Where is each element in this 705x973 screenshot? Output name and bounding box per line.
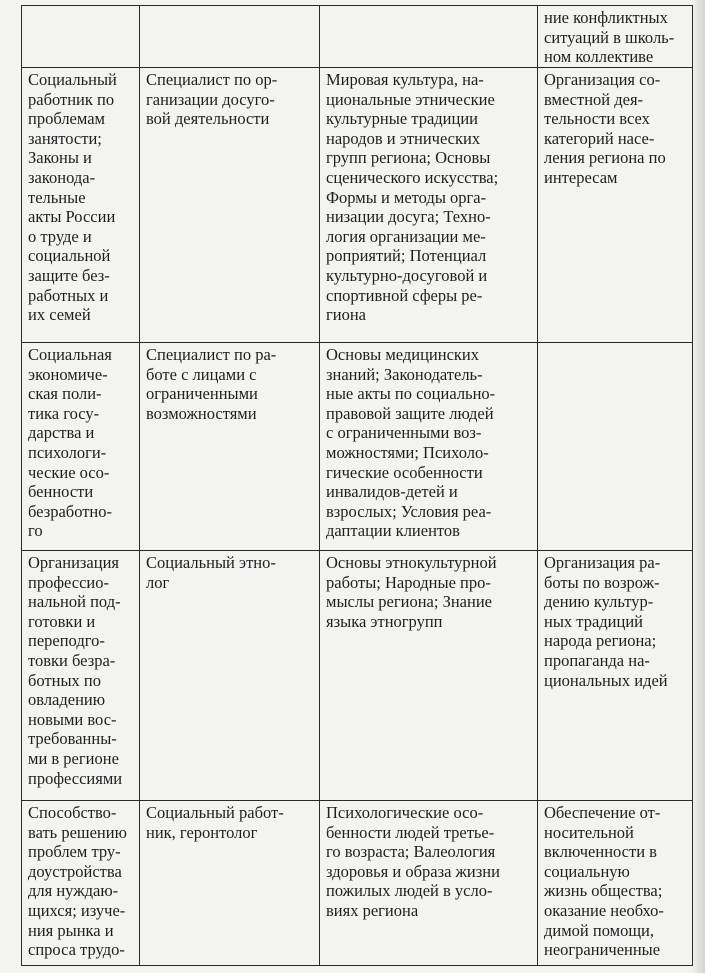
cell-text-line: экономиче-: [28, 364, 108, 384]
cell-text-line: виях региона: [326, 900, 419, 920]
table-row: [22, 551, 693, 801]
cell-text-line: го возраста; Валеология: [326, 842, 496, 862]
cell-text-line: Специалист по ра-: [146, 345, 277, 364]
cell-text-line: их семей: [28, 305, 91, 325]
cell-text-line: психологи-: [28, 442, 107, 462]
table-cell: [320, 343, 538, 551]
cell-text-line: циональные этнические: [326, 89, 495, 109]
cell-text-line: ская поли-: [28, 384, 102, 404]
cell-text-line: безработно-: [28, 501, 113, 521]
cell-text-line: ных традиций: [544, 611, 643, 631]
cell-text-line: ные акты по социально-: [326, 384, 496, 404]
table-cell: [22, 343, 140, 551]
cell-text-line: неограниченные: [544, 940, 661, 960]
table-cell: [538, 68, 693, 343]
table-cell: [22, 6, 140, 68]
cell-text-line: овладению: [28, 690, 106, 710]
cell-text-line: бенности: [28, 482, 94, 502]
cell-text-line: народов и этнических: [326, 128, 481, 148]
table-row: [22, 343, 693, 551]
cell-text-line: спортивной сферы ре-: [326, 285, 483, 305]
cell-text-line: с ограниченными воз-: [326, 423, 482, 443]
cell-text-line: языка этногрупп: [326, 611, 443, 631]
cell-text-line: товки безра-: [28, 650, 116, 670]
cell-text-line: Основы этнокультурной: [326, 553, 497, 572]
table-cell: [320, 551, 538, 801]
cell-text-line: новыми вос-: [28, 709, 117, 729]
cell-text-line: проблемам: [28, 109, 105, 129]
cell-text-line: народа региона;: [544, 631, 657, 651]
cell-text-line: Обеспечение от-: [544, 803, 661, 822]
cell-text-line: Основы медицинских: [326, 345, 480, 364]
cell-text-line: доустройства: [28, 861, 122, 881]
cell-text-line: ния рынка и: [28, 920, 114, 940]
cell-text-line: сценического искусства;: [326, 167, 499, 187]
cell-text-line: Социальная: [28, 345, 112, 364]
table-cell: [538, 6, 693, 68]
cell-text-line: вместной дея-: [544, 89, 644, 109]
cell-text-line: вой деятельности: [146, 109, 270, 129]
cell-text-line: го: [28, 521, 43, 541]
cell-text-line: Формы и методы орга-: [326, 187, 487, 207]
cell-text-line: низации досуга; Техно-: [326, 207, 491, 227]
curriculum-table: [21, 5, 693, 966]
cell-text-line: Специалист по ор-: [146, 70, 278, 89]
cell-text-line: Законы и: [28, 148, 92, 168]
cell-text-line: ления региона по: [544, 148, 666, 168]
cell-text-line: культурно-досуговой и: [326, 265, 488, 285]
table-cell: [538, 343, 693, 551]
cell-text-line: тельные: [28, 187, 86, 207]
cell-text-line: дению культур-: [544, 592, 654, 612]
page-edge-shadow: [691, 0, 705, 973]
cell-text-line: пожилых людей в усло-: [326, 881, 493, 901]
cell-text-line: Социальный работ-: [146, 803, 284, 822]
cell-text-line: ситуаций в школь-: [544, 27, 675, 47]
cell-text-line: взрослых; Условия реа-: [326, 501, 492, 521]
cell-text-line: Организация: [28, 553, 120, 572]
cell-text-line: переподго-: [28, 631, 105, 651]
cell-text-line: Организация со-: [544, 70, 661, 89]
cell-text-line: можностями; Психоло-: [326, 442, 489, 462]
table-cell: [320, 801, 538, 966]
cell-text-line: Психологические осо-: [326, 803, 484, 822]
cell-text-line: знаний; Законодатель-: [326, 364, 483, 384]
cell-text-line: ние конфликтных: [544, 8, 668, 27]
cell-text-line: работных и: [28, 285, 109, 305]
cell-text-line: социальную: [544, 861, 630, 881]
cell-text-line: димой помощи,: [544, 920, 654, 940]
cell-text-line: боте с лицами с: [146, 364, 257, 384]
cell-text-line: логия организации ме-: [326, 226, 486, 246]
cell-text-line: нальной под-: [28, 592, 121, 612]
table-cell: [538, 801, 693, 966]
table-cell: [140, 801, 320, 966]
cell-text-line: ник, геронтолог: [146, 822, 258, 842]
cell-text-line: Способство-: [28, 803, 117, 822]
cell-text-line: ботных по: [28, 670, 102, 690]
cell-text-line: культурные традиции: [326, 109, 478, 129]
cell-text-line: интересам: [544, 167, 618, 187]
cell-text-line: правовой защите людей: [326, 403, 494, 423]
table-cell: [22, 801, 140, 966]
cell-text-line: спроса трудо-: [28, 940, 125, 960]
table-cell: [320, 6, 538, 68]
cell-text-line: пропаганда на-: [544, 650, 650, 670]
cell-text-line: ном коллективе: [544, 47, 654, 67]
cell-text-line: работы; Народные про-: [326, 572, 491, 592]
table-cell: [22, 68, 140, 343]
cell-text-line: категорий насе-: [544, 128, 655, 148]
cell-text-line: включенности в: [544, 842, 657, 862]
cell-text-line: гиона: [326, 305, 367, 325]
cell-text-line: роприятий; Потенциал: [326, 246, 487, 266]
table-cell: [538, 551, 693, 801]
cell-text-line: бенности людей третье-: [326, 822, 495, 842]
cell-text-line: акты России: [28, 207, 116, 227]
cell-text-line: защите без-: [28, 265, 110, 285]
cell-text-line: циональных идей: [544, 670, 668, 690]
cell-text-line: групп региона; Основы: [326, 148, 491, 168]
cell-text-line: для нуждаю-: [28, 881, 119, 901]
cell-text-line: проблем тру-: [28, 842, 121, 862]
table-cell: [140, 343, 320, 551]
table-cell: [140, 6, 320, 68]
cell-text-line: оказание необхо-: [544, 900, 664, 920]
cell-text-line: гические особенности: [326, 462, 483, 482]
cell-text-line: профессиями: [28, 768, 123, 788]
cell-text-line: занятости;: [28, 128, 102, 148]
table-row: [22, 68, 693, 343]
cell-text-line: готовки и: [28, 611, 96, 631]
cell-text-line: вать решению: [28, 822, 127, 842]
cell-text-line: о труде и: [28, 226, 92, 246]
table-cell: [140, 551, 320, 801]
cell-text-line: носительной: [544, 822, 634, 842]
cell-text-line: лог: [146, 572, 170, 592]
cell-text-line: даптации клиентов: [326, 521, 460, 541]
cell-text-line: Социальный этно-: [146, 553, 276, 572]
cell-text-line: возможностями: [146, 403, 257, 423]
cell-text-line: профессио-: [28, 572, 109, 592]
cell-text-line: мыслы региона; Знание: [326, 592, 492, 612]
table-cell: [320, 68, 538, 343]
table-row: [22, 6, 693, 68]
table-cell: [140, 68, 320, 343]
cell-text-line: тика госу-: [28, 403, 100, 423]
cell-text-line: Социальный: [28, 70, 117, 89]
cell-text-line: ческие осо-: [28, 462, 110, 482]
cell-text-line: законода-: [28, 167, 96, 187]
cell-text-line: Организация ра-: [544, 553, 661, 572]
cell-text-line: работник по: [28, 89, 115, 109]
cell-text-line: требованны-: [28, 729, 117, 749]
cell-text-line: ганизации досуго-: [146, 89, 275, 109]
cell-text-line: боты по возрож-: [544, 572, 660, 592]
cell-text-line: ми в регионе: [28, 748, 119, 768]
cell-text-line: социальной: [28, 246, 111, 266]
cell-text-line: ограниченными: [146, 384, 258, 404]
cell-text-line: инвалидов-детей и: [326, 482, 458, 502]
cell-text-line: щихся; изуче-: [28, 900, 126, 920]
cell-text-line: здоровья и образа жизни: [326, 861, 500, 881]
cell-text-line: дарства и: [28, 423, 95, 443]
table-cell: [22, 551, 140, 801]
cell-text-line: жизнь общества;: [544, 881, 663, 901]
cell-text-line: Мировая культура, на-: [326, 70, 484, 89]
table-row: [22, 801, 693, 966]
cell-text-line: тельности всех: [544, 109, 650, 129]
